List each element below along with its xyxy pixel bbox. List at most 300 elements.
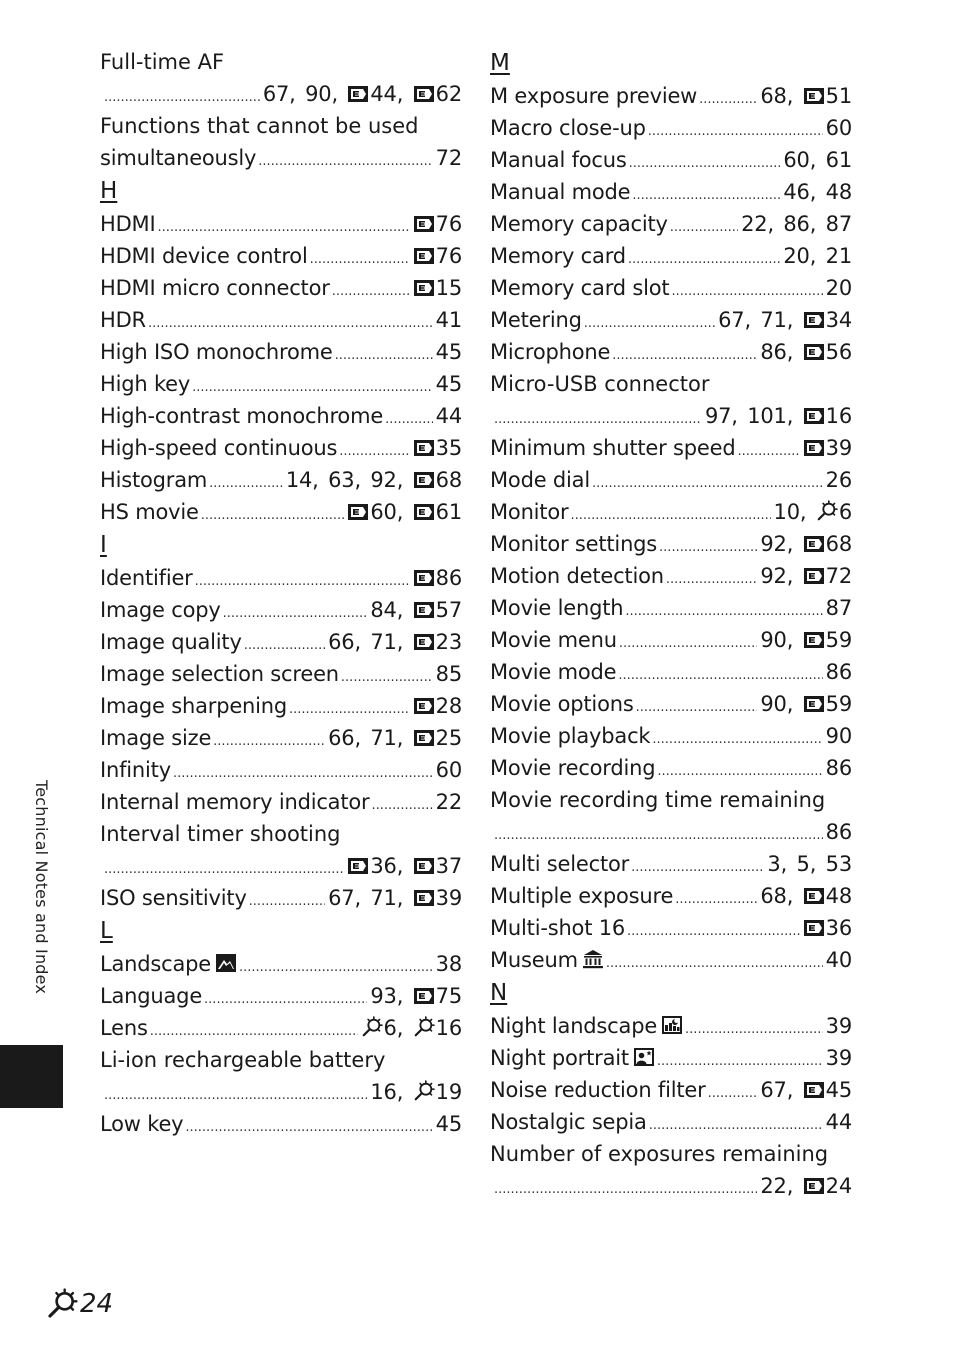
technical-notes-icon — [816, 499, 838, 521]
page-ref-number: 61 — [435, 500, 462, 524]
page-ref — [361, 1016, 397, 1040]
page-ref — [760, 340, 786, 364]
entry-title — [490, 688, 634, 720]
page-references — [826, 656, 852, 688]
index-entry-motion-detection — [490, 560, 852, 592]
page-ref — [436, 340, 462, 364]
page-ref-number: 22 — [760, 1174, 787, 1198]
page-ref-number: 85 — [435, 662, 462, 686]
entry-title-text: Noise reduction filter — [490, 1078, 706, 1102]
entry-line — [100, 432, 462, 464]
page-ref — [263, 82, 289, 106]
entry-line — [490, 656, 852, 688]
page-ref-number: 92 — [760, 532, 787, 556]
entry-line — [490, 528, 852, 560]
reference-section-icon — [413, 274, 435, 292]
page-ref — [800, 500, 852, 524]
entry-title — [490, 1142, 828, 1166]
page-ref-number: 86 — [435, 566, 462, 590]
page-ref-number: 87 — [825, 596, 852, 620]
page-ref-number: 19 — [435, 1080, 462, 1104]
page-ref-number: 45 — [435, 340, 462, 364]
page-ref-number: 97 — [704, 404, 732, 428]
page-ref-number: 72 — [435, 146, 462, 170]
index-entry-movie-mode — [490, 656, 852, 688]
reference-section-icon — [803, 402, 825, 420]
entry-line — [490, 1010, 852, 1042]
reference-section-icon — [803, 434, 825, 452]
entry-title-line — [490, 1138, 852, 1170]
index-entry-multiple-exposure — [490, 880, 852, 912]
page-ref — [312, 468, 354, 492]
index-entry-image-copy — [100, 594, 462, 626]
entry-title-text: Internal memory indicator — [100, 790, 370, 814]
page-ref-number: 93 — [370, 984, 397, 1008]
page-ref — [397, 726, 462, 750]
reference-section-icon — [413, 210, 435, 228]
index-entry-high-contrast-monochrome — [100, 400, 462, 432]
reference-section-icon — [347, 852, 369, 870]
page-ref — [826, 820, 852, 844]
page-ref-number: 44 — [825, 1110, 852, 1134]
page-references — [413, 208, 462, 240]
page-ref-number: 44 — [370, 82, 397, 106]
page-ref — [781, 852, 810, 876]
dot-leader — [666, 564, 758, 596]
page-references — [370, 1076, 462, 1108]
entry-title-line — [490, 784, 852, 816]
reference-section-icon — [413, 884, 435, 902]
page-ref-number: 92 — [760, 564, 787, 588]
index-entry-image-quality — [100, 626, 462, 658]
page-references — [826, 752, 852, 784]
page-ref — [810, 852, 852, 876]
entry-line — [100, 336, 462, 368]
entry-line — [490, 880, 852, 912]
index-column-left — [100, 46, 462, 1140]
dot-leader — [699, 84, 757, 116]
index-entry-infinity — [100, 754, 462, 786]
page-ref — [436, 662, 462, 686]
entry-line — [100, 1076, 462, 1108]
entry-line — [490, 1170, 852, 1202]
page-ref-number: 71 — [760, 308, 787, 332]
page-ref — [760, 564, 786, 588]
page-references — [436, 400, 462, 432]
dot-leader — [249, 886, 325, 918]
entry-line — [100, 78, 462, 110]
entry-title-line — [100, 1044, 462, 1076]
entry-title-text: Movie options — [490, 692, 634, 716]
index-entry-movie-playback — [490, 720, 852, 752]
page-references — [826, 816, 852, 848]
page-ref — [289, 82, 331, 106]
index-section-l — [100, 914, 462, 1140]
page-ref-number: 36 — [825, 916, 852, 940]
entry-line — [490, 1042, 852, 1074]
page-ref-number: 72 — [825, 564, 852, 588]
entry-title — [490, 80, 697, 112]
page-ref-number: 67 — [262, 82, 290, 106]
reference-section-icon — [803, 82, 825, 100]
page-ref-number: 39 — [825, 1046, 852, 1070]
reference-section-icon — [413, 564, 435, 582]
page-references — [760, 688, 852, 720]
page-ref — [286, 468, 312, 492]
dot-leader — [494, 1174, 757, 1206]
page-references — [436, 786, 462, 818]
page-ref-number: 3 — [767, 852, 781, 876]
reference-section-icon — [803, 626, 825, 644]
entry-title — [100, 272, 330, 304]
reference-section-icon — [803, 562, 825, 580]
entry-title — [100, 562, 193, 594]
page-ref — [787, 884, 852, 908]
dot-leader — [619, 628, 758, 660]
page-references — [826, 1010, 852, 1042]
page-ref-number: 60 — [783, 148, 810, 172]
entry-title — [490, 240, 626, 272]
entry-title — [490, 496, 568, 528]
entry-title-text: Image size — [100, 726, 212, 750]
page-ref-number: 15 — [435, 276, 462, 300]
page-ref — [397, 984, 462, 1008]
page-number-value: 24 — [80, 1289, 114, 1319]
entry-title — [490, 112, 646, 144]
page-references — [783, 240, 852, 272]
index-entry-multi-shot-16 — [490, 912, 852, 944]
entry-line — [100, 1108, 462, 1140]
page-ref — [760, 532, 786, 556]
page-references — [436, 304, 462, 336]
page-ref-number: 46 — [783, 180, 810, 204]
entry-title-text: HDMI micro connector — [100, 276, 330, 300]
entry-title-text: Interval timer shooting — [100, 822, 341, 846]
entry-title — [100, 948, 237, 980]
page-ref — [705, 404, 731, 428]
page-ref — [826, 660, 852, 684]
page-ref-number: 66 — [328, 726, 355, 750]
page-references — [347, 850, 462, 882]
entry-title — [490, 1010, 683, 1042]
page-references — [413, 432, 462, 464]
entry-title-text: M exposure preview — [490, 84, 698, 108]
entry-line — [490, 720, 852, 752]
page-ref-number: 57 — [435, 598, 462, 622]
page-ref — [787, 628, 852, 652]
page-references — [436, 142, 462, 174]
entry-line — [100, 786, 462, 818]
dot-leader — [201, 500, 345, 532]
page-ref-number: 56 — [825, 340, 852, 364]
page-references — [436, 658, 462, 690]
page-ref-number: 67 — [328, 886, 355, 910]
entry-line — [100, 496, 462, 528]
entry-line — [490, 848, 852, 880]
entry-title-text: Infinity — [100, 758, 171, 782]
page-ref-number: 41 — [435, 308, 462, 332]
index-entry-m-exposure-preview — [490, 80, 852, 112]
index-entry-movie-recording — [490, 752, 852, 784]
page-ref-number: 59 — [825, 628, 852, 652]
entry-title-text: Movie length — [490, 596, 624, 620]
index-entry-movie-length — [490, 592, 852, 624]
entry-line — [100, 980, 462, 1012]
entry-line — [490, 1074, 852, 1106]
page-ref-number: 90 — [760, 628, 787, 652]
entry-title-text: Micro-USB connector — [490, 372, 710, 396]
entry-title-text: ISO sensitivity — [100, 886, 247, 910]
page-references — [760, 1170, 852, 1202]
page-ref-number: 14 — [285, 468, 313, 492]
entry-title-text: Minimum shutter speed — [490, 436, 736, 460]
entry-title-text: Memory card slot — [490, 276, 670, 300]
index-entry-hdmi — [100, 208, 462, 240]
page-ref-number: 71 — [370, 726, 397, 750]
page-references — [347, 496, 462, 528]
entry-title — [100, 1108, 183, 1140]
page-ref — [826, 116, 852, 140]
entry-title-text: Motion detection — [490, 564, 664, 588]
entry-title — [490, 1074, 706, 1106]
entry-title — [490, 788, 825, 812]
entry-title-text: High ISO monochrome — [100, 340, 333, 364]
dot-leader — [738, 436, 800, 468]
technical-notes-icon — [413, 1079, 435, 1101]
page-ref-number: 22 — [741, 212, 768, 236]
page-ref-number: 87 — [825, 212, 852, 236]
entry-title-text: High key — [100, 372, 191, 396]
page-ref-number: 76 — [435, 212, 462, 236]
page-ref — [810, 148, 852, 172]
page-ref-number: 51 — [825, 84, 852, 108]
page-references — [826, 1042, 852, 1074]
entry-line — [490, 304, 852, 336]
page-references — [436, 1108, 462, 1140]
entry-line — [100, 368, 462, 400]
page-ref — [328, 630, 354, 654]
page-ref-number: 6 — [838, 500, 852, 524]
page-references — [760, 80, 852, 112]
page-ref — [397, 630, 462, 654]
page-ref-number: 45 — [825, 1078, 852, 1102]
entry-title-text: Image quality — [100, 630, 242, 654]
page-references — [263, 78, 462, 110]
page-ref — [436, 404, 462, 428]
entry-line — [490, 272, 852, 304]
entry-title-text: Metering — [490, 308, 582, 332]
entry-title — [490, 336, 610, 368]
page-ref-number: 10 — [773, 500, 800, 524]
entry-title-text: Histogram — [100, 468, 208, 492]
entry-line — [490, 688, 852, 720]
entry-line — [100, 882, 462, 914]
entry-line — [490, 176, 852, 208]
dot-leader — [204, 984, 367, 1016]
index-entry-museum — [490, 944, 852, 976]
page-ref-number: 48 — [825, 180, 852, 204]
night-portrait-icon — [633, 1045, 655, 1067]
page-ref — [731, 404, 786, 428]
index-entry-macro-close-up — [490, 112, 852, 144]
page-ref-number: 67 — [718, 308, 745, 332]
entry-title — [490, 1106, 647, 1138]
index-entry-movie-options — [490, 688, 852, 720]
section-letter-heading: I — [100, 532, 107, 558]
technical-notes-icon — [361, 1015, 383, 1037]
page-references — [803, 432, 852, 464]
page-ref — [436, 952, 462, 976]
page-ref-number: 59 — [825, 692, 852, 716]
reference-section-icon — [803, 690, 825, 708]
page-ref — [436, 758, 462, 782]
page-ref — [397, 886, 462, 910]
page-references — [370, 594, 462, 626]
page-ref-number: 68 — [435, 468, 462, 492]
page-ref — [436, 146, 462, 170]
entry-title — [100, 304, 146, 336]
side-tab-marker — [0, 1045, 63, 1108]
page-ref-number: 5 — [796, 852, 810, 876]
reference-section-icon — [413, 80, 435, 98]
page-references — [826, 272, 852, 304]
page-ref — [760, 692, 786, 716]
page-references — [760, 336, 852, 368]
entry-title — [100, 980, 202, 1012]
page-ref-number: 22 — [435, 790, 462, 814]
index-section-h — [100, 174, 462, 528]
entry-title — [490, 272, 669, 304]
entry-title-text: Image copy — [100, 598, 221, 622]
entry-title — [490, 208, 668, 240]
entry-line — [490, 624, 852, 656]
page-ref — [331, 82, 396, 106]
technical-notes-icon — [413, 1015, 435, 1037]
entry-title-line — [100, 46, 462, 78]
entry-title-text: Movie menu — [490, 628, 617, 652]
entry-line — [490, 496, 852, 528]
page-ref — [370, 598, 396, 622]
entry-title-text: Nostalgic sepia — [490, 1110, 647, 1134]
dot-leader — [606, 948, 823, 980]
page-ref-number: 60 — [435, 758, 462, 782]
page-ref-number: 60 — [370, 500, 397, 524]
page-references — [741, 208, 852, 240]
page-ref — [787, 532, 852, 556]
entry-line — [490, 464, 852, 496]
entry-line — [100, 562, 462, 594]
page-references — [826, 464, 852, 496]
page-ref — [826, 276, 852, 300]
page-ref-number: 40 — [825, 948, 852, 972]
page-references — [826, 112, 852, 144]
page-ref-number: 63 — [328, 468, 355, 492]
dot-leader — [213, 726, 325, 758]
entry-title — [100, 336, 333, 368]
page-ref — [810, 212, 852, 236]
entry-line — [490, 80, 852, 112]
index-entry-movie-menu — [490, 624, 852, 656]
index-entry-mode-dial — [490, 464, 852, 496]
entry-title — [100, 626, 242, 658]
entry-title-text: Night landscape — [490, 1014, 658, 1038]
page-ref — [397, 1080, 462, 1104]
reference-section-icon — [803, 530, 825, 548]
page-ref — [397, 82, 462, 106]
page-references — [413, 690, 462, 722]
entry-title — [100, 1048, 385, 1072]
index-entry-memory-card-slot — [490, 272, 852, 304]
page-ref — [354, 886, 396, 910]
index-entry-nostalgic-sepia — [490, 1106, 852, 1138]
page-references — [361, 1012, 462, 1044]
entry-line — [490, 944, 852, 976]
index-entry-high-iso-monochrome — [100, 336, 462, 368]
entry-line — [490, 240, 852, 272]
page-ref — [436, 790, 462, 814]
page-ref-number: 86 — [825, 756, 852, 780]
page-ref-number: 86 — [825, 660, 852, 684]
page-ref — [397, 468, 462, 492]
index-entry-night-portrait — [490, 1042, 852, 1074]
entry-title-text: Image sharpening — [100, 694, 288, 718]
reference-section-icon — [413, 692, 435, 710]
index-column-right — [490, 46, 852, 1202]
page-references — [328, 722, 462, 754]
entry-title-text: Movie mode — [490, 660, 617, 684]
page-references — [328, 882, 462, 914]
page-ref — [760, 1078, 786, 1102]
index-entry-hdmi-micro-connector — [100, 272, 462, 304]
dot-leader — [185, 1112, 432, 1144]
page-ref-number: 86 — [825, 820, 852, 844]
entry-line — [490, 144, 852, 176]
entry-line — [490, 336, 852, 368]
page-ref — [397, 500, 462, 524]
page-ref-number: 60 — [825, 116, 852, 140]
dot-leader — [335, 340, 433, 372]
page-ref — [787, 308, 852, 332]
page-ref-number: 62 — [435, 82, 462, 106]
index-entry-microphone — [490, 336, 852, 368]
entry-title-text: Landscape — [100, 952, 212, 976]
page-ref-number: 68 — [760, 84, 787, 108]
section-letter-heading: M — [490, 50, 510, 76]
index-entry-hs-movie — [100, 496, 462, 528]
page-ref — [436, 308, 462, 332]
page-ref-number: 92 — [370, 468, 397, 492]
index-entry-functions-that-cannot-be-used-simultaneously — [100, 110, 462, 174]
entry-title-text: Number of exposures remaining — [490, 1142, 829, 1166]
page-ref — [810, 244, 852, 268]
page-references — [705, 400, 852, 432]
entry-title-text: Low key — [100, 1112, 184, 1136]
index-entry-memory-card — [490, 240, 852, 272]
index-entry-interval-timer-shooting — [100, 818, 462, 882]
entry-title-text: HDMI — [100, 212, 156, 236]
entry-line — [100, 464, 462, 496]
page-ref-number: 75 — [435, 984, 462, 1008]
page-ref — [803, 916, 852, 940]
page-ref — [413, 276, 462, 300]
museum-icon — [582, 947, 604, 969]
index-entry-memory-capacity — [490, 208, 852, 240]
entry-title-text: Manual mode — [490, 180, 631, 204]
reference-section-icon — [803, 914, 825, 932]
entry-title — [490, 912, 625, 944]
index-entry-noise-reduction-filter — [490, 1074, 852, 1106]
page-ref-number: 84 — [370, 598, 397, 622]
